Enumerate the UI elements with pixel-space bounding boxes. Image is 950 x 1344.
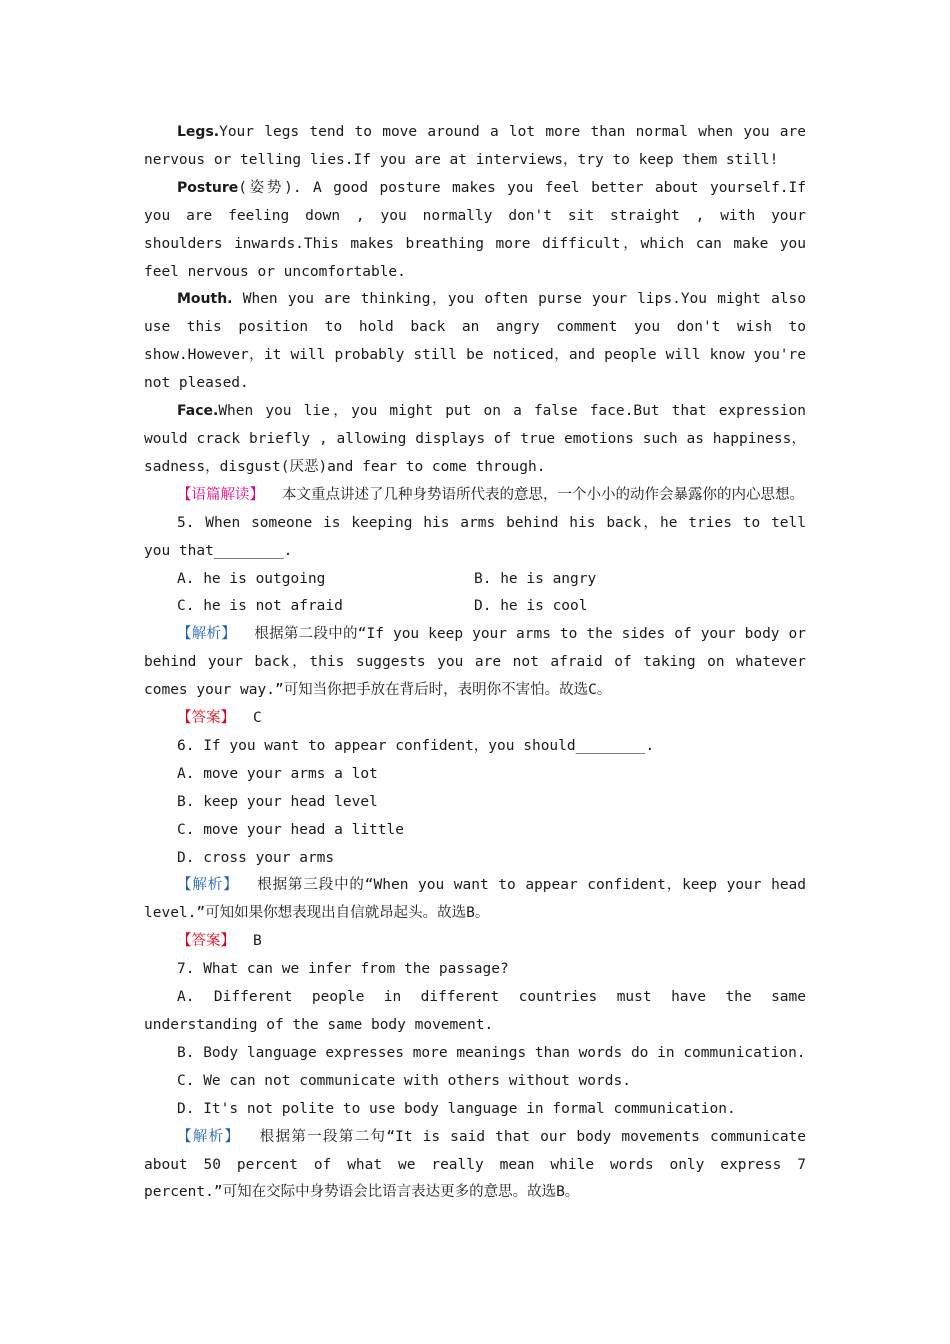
legs-heading: Legs. bbox=[177, 124, 220, 140]
paragraph-mouth bbox=[144, 286, 806, 398]
q5-answer-value: C bbox=[253, 710, 262, 727]
q7-option-a: A. Different people in different countries must have the same understanding of the same body movement. bbox=[144, 989, 806, 1033]
q7-analysis-text: 根据第一段第二句“It is said that our body movements communicate about 50 percent of what we really mean while words only express 7 percent.”可知在交际中身势语会比语言表达更多的意思。故选B。 bbox=[144, 1128, 807, 1201]
paragraph-face bbox=[144, 398, 806, 482]
q5-analysis-text: 根据第二段中的“If you keep your arms to the sides of your body or behind your back，this suggests you are not afraid of taking on whatever comes your way.”可知当你把手放在背后时，表明你不害怕。故选C。 bbox=[144, 626, 806, 699]
q6-analysis-tag: 【解析】 bbox=[177, 877, 239, 894]
q5-option-b: B. he is angry bbox=[474, 570, 597, 587]
q6-answer-tag: 【答案】 bbox=[177, 933, 235, 950]
posture-heading: Posture bbox=[177, 179, 239, 196]
q6-analysis-text: 根据第三段中的“When you want to appear confident，keep your head level.”可知如果你想表现出自信就昂起头。故选B。 bbox=[144, 877, 807, 922]
q5-option-c: C. he is not afraid bbox=[177, 598, 343, 615]
q6-option-c: C. move your head a little bbox=[177, 821, 404, 838]
q6-option-d: D. cross your arms bbox=[177, 849, 335, 866]
q7-option-b: B. Body language expresses more meanings than words do in communication. bbox=[177, 1044, 806, 1061]
q6-answer-value: B bbox=[253, 933, 262, 950]
legs-text: Your legs tend to move around a lot more than normal when you are nervous or telling lies.If you are at interviews，try to keep them still! bbox=[144, 124, 806, 168]
face-heading: Face. bbox=[177, 403, 219, 420]
reading-note-tag: 【语篇解读】 bbox=[177, 486, 264, 503]
q5-answer-tag: 【答案】 bbox=[177, 710, 235, 727]
q5-analysis-tag: 【解析】 bbox=[177, 626, 237, 643]
q5-option-a: A. he is outgoing bbox=[177, 570, 326, 587]
face-text: When you lie，you might put on a false face.But that expression would crack briefly , allowing displays of true emotions such as happiness，sadness，disgust(厌恶)and fear to come through. bbox=[144, 403, 806, 475]
q5-answer bbox=[144, 705, 806, 733]
mouth-text: When you are thinking，you often purse your lips.You might also use this position to hold back an angry comment you don't wish to show.However，it will probably still be noticed，and people will know you're not pleased. bbox=[144, 291, 806, 392]
q5-options-row-2 bbox=[144, 593, 806, 621]
q7-stem: 7. What can we infer from the passage? bbox=[177, 961, 509, 978]
q5-option-d: D. he is cool bbox=[474, 598, 588, 615]
document-page bbox=[144, 119, 806, 1207]
q7-analysis-tag: 【解析】 bbox=[177, 1128, 241, 1145]
paragraph-legs bbox=[144, 119, 806, 175]
reading-note bbox=[144, 482, 806, 510]
q6-option-a: A. move your arms a lot bbox=[177, 765, 378, 782]
q5-analysis bbox=[144, 621, 806, 705]
q5-options-row-1 bbox=[144, 566, 806, 594]
reading-note-text: 本文重点讲述了几种身势语所代表的意思，一个小小的动作会暴露你的内心思想。 bbox=[282, 486, 804, 503]
q7-option-d: D. It's not polite to use body language in formal communication. bbox=[177, 1100, 736, 1117]
q7-analysis bbox=[144, 1124, 806, 1208]
q6-analysis bbox=[144, 872, 806, 928]
q6-answer bbox=[144, 928, 806, 956]
q6-stem: 6. If you want to appear confident，you should________. bbox=[177, 737, 655, 754]
q6-option-b: B. keep your head level bbox=[177, 793, 378, 810]
q7-option-c: C. We can not communicate with others without words. bbox=[177, 1072, 631, 1089]
q5-stem: 5. When someone is keeping his arms behind his back，he tries to tell you that________. bbox=[144, 514, 806, 559]
paragraph-posture bbox=[144, 175, 806, 287]
mouth-heading: Mouth. bbox=[177, 291, 233, 308]
posture-text: (姿势). A good posture makes you feel better about yourself.If you are feeling down , you normally don't sit straight , with your shoulders inwards.This makes breathing more difficult，which can make you feel nervous or uncomfortable. bbox=[144, 179, 806, 280]
